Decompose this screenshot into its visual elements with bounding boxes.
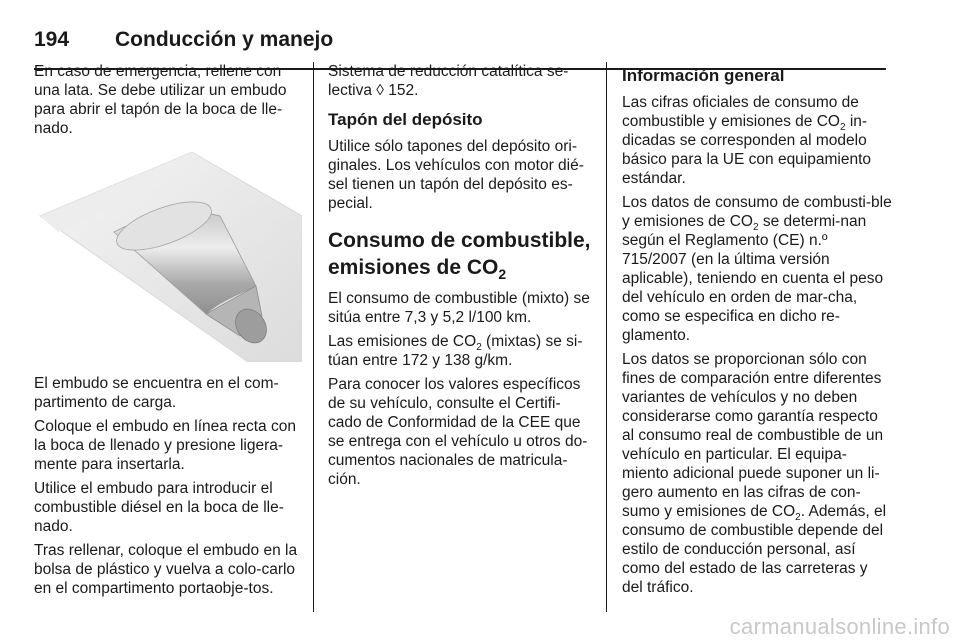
- general-info-paragraph: [622, 350, 892, 597]
- col1-intro: En caso de emergencia, rellene con una lata. Se debe utilizar un embudo para abrir el tapón de la boca de lle-nado.: [34, 63, 287, 137]
- text-run: Los datos se proporcionan sólo con fines de comparación entre diferentes variantes de vehículos y no deben considerarse como garantía respecto al consumo real de combustible de un vehículo en particular. El equipa-miento adicional puede suponer un li-gero aumento en las cifras de con-sumo y emisiones de CO: [622, 351, 884, 520]
- text-run: se determi-nan según el Reglamento (CE) n.º 715/2007 (en la última versión aplicable), teniendo en cuenta el peso del vehículo en orden de mar-cha, como se especifica en dicho re-glamento.: [622, 213, 884, 344]
- subscript: 2: [795, 512, 801, 524]
- fuel-cap-heading: Tapón del depósito: [328, 110, 483, 129]
- subscript: 2: [752, 222, 759, 234]
- subscript: 2: [839, 122, 846, 134]
- subscript: 2: [476, 342, 482, 354]
- heading-line2: emisiones de CO: [328, 256, 499, 279]
- text-run: in-dicadas se corresponden al modelo básico para la UE con equipamiento estándar.: [622, 113, 872, 187]
- text-run: Las cifras oficiales de consumo de combustible y emisiones de CO: [622, 94, 859, 130]
- col1-paragraph: Coloque el embudo en línea recta con la boca de llenado y presione ligera-mente para insertarla.: [34, 418, 296, 473]
- column-middle: [328, 62, 594, 494]
- column-divider: [313, 62, 314, 612]
- general-info-paragraph: [622, 193, 892, 345]
- general-info-paragraph: [622, 93, 892, 188]
- col1-paragraph: Tras rellenar, coloque el embudo en la bolsa de plástico y vuelva a colo-carlo en el compartimento portaobje-tos.: [34, 542, 298, 597]
- emissions-text: [328, 332, 594, 370]
- heading-line1: Consumo de combustible,: [328, 229, 591, 252]
- text-run: Las emisiones de CO: [328, 333, 477, 350]
- col1-paragraph: Utilice el embudo para introducir el combustible diésel en la boca de lle-nado.: [34, 480, 284, 535]
- consumption-section-heading: [328, 227, 594, 281]
- page-number: 194: [34, 28, 70, 51]
- column-divider: [606, 62, 607, 612]
- text-run: Los datos de consumo de combusti-ble y emisiones de CO: [622, 194, 892, 230]
- column-left: [34, 62, 302, 603]
- col1-paragraph: El embudo se encuentra en el com-partimento de carga.: [34, 375, 279, 411]
- general-info-heading: Información general: [622, 66, 785, 85]
- consumption-text: El consumo de combustible (mixto) se sitúa entre 7,3 y 5,2 l/100 km.: [328, 290, 590, 326]
- funnel-illustration: [34, 146, 302, 362]
- column-right: [622, 62, 892, 602]
- page-header: [34, 20, 886, 52]
- certificate-text: Para conocer los valores específicos de su vehículo, consulte el Certifi-cado de Conformidad de la CEE que se entrega con el vehículo u otros do-cumentos nacionales de matricula-ción.: [328, 376, 588, 488]
- chapter-title: Conducción y manejo: [115, 28, 334, 51]
- text-run: (mixtas) se si-túan entre 172 y 138 g/km.: [328, 333, 583, 369]
- col2-intro: Sistema de reducción catalítica se-lectiva ◊ 152.: [328, 63, 569, 99]
- watermark: carmanualsonline.info: [729, 614, 950, 639]
- text-run: . Además, el consumo de combustible depende del estilo de conducción personal, así como del estado de las carreteras y del tráfico.: [622, 503, 887, 596]
- heading-subscript: 2: [498, 266, 507, 283]
- fuel-cap-text: Utilice sólo tapones del depósito ori-ginales. Los vehículos con motor dié-sel tienen un tapón del depósito es-pecial.: [328, 138, 584, 212]
